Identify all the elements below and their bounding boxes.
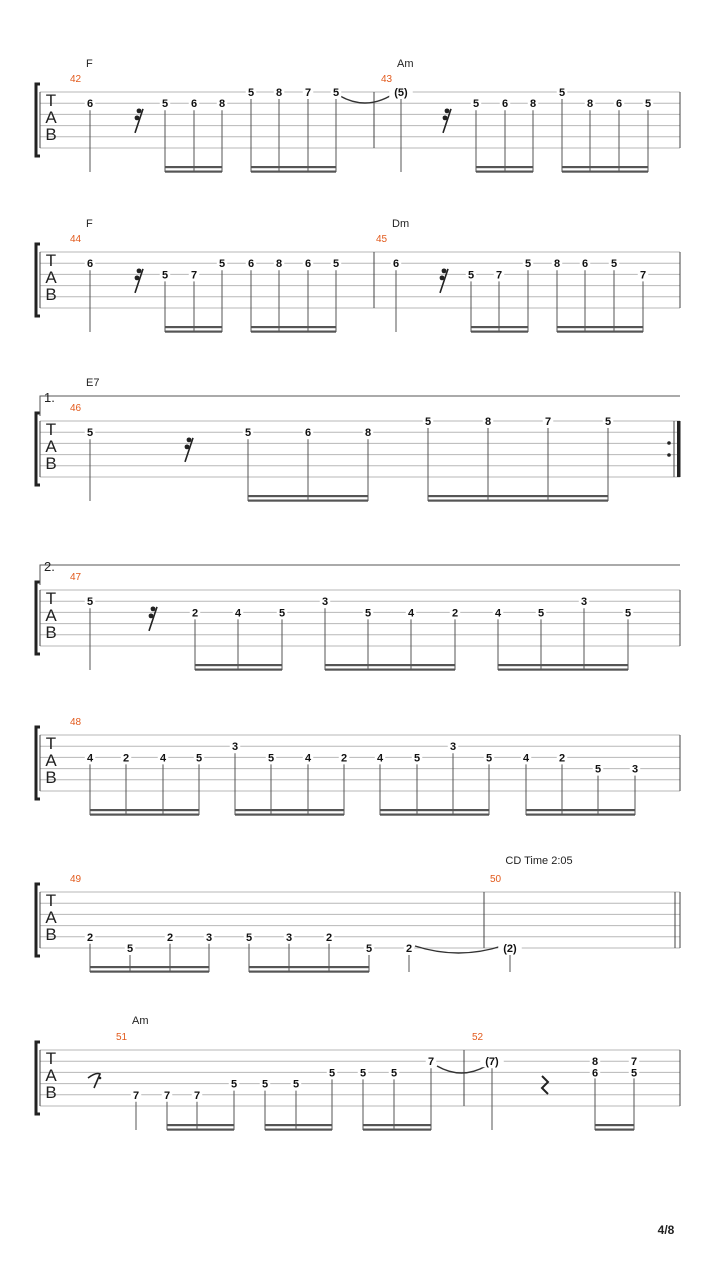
fret-number: 8 [591, 1056, 599, 1069]
cd-time-label: CD Time 2:05 [505, 855, 573, 867]
tab-clef-letter: B [45, 125, 57, 144]
beam [249, 966, 369, 968]
beam [363, 1124, 431, 1126]
fret-number: 8 [586, 98, 594, 111]
fret-number: 5 [558, 87, 566, 99]
system-bracket [36, 84, 40, 156]
fret-number: 4 [407, 607, 415, 620]
beam [90, 809, 199, 811]
measure-number: 46 [70, 403, 82, 414]
repeat-end-barline [677, 421, 681, 477]
fret-number: 2 [340, 752, 348, 765]
fret-number: (7) [485, 1056, 499, 1069]
measure-number: 43 [381, 74, 393, 85]
fret-number: 5 [332, 258, 340, 271]
rest-flag [187, 437, 192, 442]
beam [526, 809, 635, 811]
fret-number: 7 [639, 269, 647, 282]
tab-clef-letter: T [45, 589, 57, 608]
chord-symbol: Am [397, 58, 414, 70]
fret-number: 3 [205, 931, 213, 944]
beam [595, 1129, 634, 1131]
fret-number: 4 [86, 752, 94, 765]
measure-number: 47 [70, 572, 82, 583]
fret-number: 5 [267, 752, 275, 765]
fret-number: 5 [359, 1067, 367, 1080]
fret-number: 5 [247, 87, 255, 99]
tab-clef-letter: B [45, 768, 57, 787]
fret-number: 5 [624, 607, 632, 620]
beam [167, 1124, 234, 1126]
fret-number: 2 [86, 931, 94, 944]
beam [526, 814, 635, 816]
quarter-rest-icon [542, 1076, 548, 1094]
fret-number: 5 [245, 931, 253, 944]
fret-number: 5 [610, 258, 618, 271]
fret-number: 2 [451, 607, 459, 620]
volta-label: 2. [44, 559, 55, 574]
measure-number: 48 [70, 717, 82, 728]
measure-number: 49 [70, 874, 82, 885]
fret-number: 8 [484, 416, 492, 428]
system-bracket [36, 884, 40, 956]
repeat-dot [667, 441, 671, 445]
tab-clef-letter: B [45, 1083, 57, 1102]
fret-number: 7 [427, 1056, 435, 1069]
beam [595, 1124, 634, 1126]
beam [380, 809, 489, 811]
fret-number: 5 [594, 763, 602, 776]
beam [235, 809, 344, 811]
fret-number: 8 [275, 87, 283, 99]
beam [251, 171, 336, 173]
fret-number: 2 [191, 607, 199, 620]
tab-system [36, 1042, 680, 1131]
fret-number: 2 [122, 752, 130, 765]
fret-number: 5 [630, 1067, 638, 1080]
rest-flag [442, 268, 447, 273]
fret-number: 5 [644, 98, 652, 111]
fret-number: 5 [292, 1078, 300, 1091]
tab-clef-letter: A [45, 437, 57, 456]
tab-system [36, 565, 680, 671]
fret-number: 6 [501, 98, 509, 111]
fret-number: 3 [285, 931, 293, 944]
fret-number: 7 [193, 1089, 201, 1102]
fret-number: 5 [485, 752, 493, 765]
beam [90, 971, 209, 973]
measure-number: 44 [70, 234, 82, 245]
chord-symbol: F [86, 218, 93, 230]
fret-number: 7 [163, 1089, 171, 1102]
fret-number: 4 [159, 752, 167, 765]
beam [428, 495, 608, 497]
fret-number: 6 [86, 98, 94, 111]
beam [249, 971, 369, 973]
rest-flag [135, 275, 140, 280]
fret-number: 3 [580, 596, 588, 609]
fret-number: 5 [230, 1078, 238, 1091]
beam [562, 171, 648, 173]
fret-number: 6 [190, 98, 198, 111]
fret-number: 6 [304, 258, 312, 271]
tab-clef-letter: T [45, 91, 57, 110]
fret-number: (5) [394, 87, 408, 99]
volta-label: 1. [44, 390, 55, 405]
chord-symbol: F [86, 58, 93, 70]
tab-system [36, 84, 680, 173]
beam [380, 814, 489, 816]
tie-arc [340, 96, 390, 103]
beam [265, 1129, 332, 1131]
tab-clef-letter: T [45, 891, 57, 910]
beam [325, 664, 455, 666]
system-bracket [36, 582, 40, 654]
fret-number: 5 [161, 269, 169, 282]
fret-number: 5 [328, 1067, 336, 1080]
fret-number: 5 [261, 1078, 269, 1091]
fret-number: 5 [195, 752, 203, 765]
beam [167, 1129, 234, 1131]
rest-flag [135, 115, 140, 120]
fret-number: 7 [495, 269, 503, 282]
rest-flag [185, 444, 190, 449]
eighth-rest-icon [88, 1074, 100, 1089]
fret-number: 6 [247, 258, 255, 271]
fret-number: 5 [86, 427, 94, 440]
tab-clef-letter: A [45, 751, 57, 770]
fret-number: 8 [218, 98, 226, 111]
tab-clef-letter: B [45, 454, 57, 473]
measure-number: 51 [116, 1032, 128, 1043]
tab-clef-letter: T [45, 1049, 57, 1068]
fret-number: 7 [190, 269, 198, 282]
tab-system [36, 396, 681, 502]
fret-number: 8 [364, 427, 372, 440]
fret-number: 3 [321, 596, 329, 609]
rest-flag [149, 613, 154, 618]
fret-number: 6 [304, 427, 312, 440]
fret-number: 5 [86, 596, 94, 609]
rest-flag [137, 268, 142, 273]
volta-bracket [40, 565, 680, 585]
tab-clef-letter: T [45, 420, 57, 439]
beam [251, 166, 336, 168]
tab-clef-letter: A [45, 108, 57, 127]
dot [99, 1077, 102, 1080]
fret-number: (2) [503, 943, 517, 955]
fret-number: 4 [494, 607, 502, 620]
fret-number: 3 [231, 741, 239, 754]
fret-number: 6 [392, 258, 400, 271]
measure-number: 45 [376, 234, 388, 245]
fret-number: 5 [413, 752, 421, 765]
beam [251, 331, 336, 333]
fret-number: 5 [365, 943, 373, 955]
chord-symbol: Am [132, 1015, 149, 1027]
fret-number: 8 [529, 98, 537, 111]
rest-flag [151, 606, 156, 611]
tab-clef-letter: B [45, 623, 57, 642]
fret-number: 5 [524, 258, 532, 271]
fret-number: 5 [161, 98, 169, 111]
fret-number: 5 [390, 1067, 398, 1080]
system-bracket [36, 727, 40, 799]
page-number: 4/8 [657, 1223, 675, 1237]
rest-flag [137, 108, 142, 113]
system-bracket [36, 244, 40, 316]
fret-number: 7 [132, 1089, 140, 1102]
tab-clef-letter: T [45, 251, 57, 270]
fret-number: 5 [424, 416, 432, 428]
measure-number: 52 [472, 1032, 484, 1043]
fret-number: 6 [581, 258, 589, 271]
chord-symbol: E7 [86, 377, 100, 389]
fret-number: 4 [522, 752, 530, 765]
tab-clef-letter: B [45, 285, 57, 304]
beam [498, 664, 628, 666]
beam [557, 326, 643, 328]
rest-flag [445, 108, 450, 113]
fret-number: 5 [278, 607, 286, 620]
beam [557, 331, 643, 333]
system-bracket [36, 1042, 40, 1114]
tab-clef-letter: A [45, 1066, 57, 1085]
beam [90, 814, 199, 816]
fret-number: 4 [304, 752, 312, 765]
rest-flag [443, 115, 448, 120]
fret-number: 2 [166, 931, 174, 944]
fret-number: 5 [126, 943, 134, 955]
beam [363, 1129, 431, 1131]
measure-number: 50 [490, 874, 502, 885]
chord-symbol: Dm [392, 218, 410, 230]
tab-clef-letter: B [45, 925, 57, 944]
beam [428, 500, 608, 502]
fret-number: 2 [325, 931, 333, 944]
fret-number: 6 [591, 1067, 599, 1080]
fret-number: 5 [364, 607, 372, 620]
beam [498, 669, 628, 671]
tab-clef-letter: A [45, 268, 57, 287]
fret-number: 4 [234, 607, 242, 620]
fret-number: 8 [553, 258, 561, 271]
fret-number: 7 [630, 1056, 638, 1069]
measure-number: 42 [70, 74, 82, 85]
tab-clef-letter: A [45, 908, 57, 927]
volta-bracket [40, 396, 680, 416]
fret-number: 5 [537, 607, 545, 620]
system-bracket [36, 413, 40, 485]
repeat-dot [667, 453, 671, 457]
tab-system [36, 884, 680, 973]
tab-clef-letter: A [45, 606, 57, 625]
fret-number: 2 [558, 752, 566, 765]
fret-number: 5 [604, 416, 612, 428]
rest-flag [440, 275, 445, 280]
fret-number: 5 [332, 87, 340, 99]
beam [325, 669, 455, 671]
beam [235, 814, 344, 816]
fret-number: 5 [467, 269, 475, 282]
fret-number: 3 [631, 763, 639, 776]
fret-number: 6 [615, 98, 623, 111]
fret-number: 3 [449, 741, 457, 754]
tie-arc [415, 946, 502, 953]
fret-number: 7 [304, 87, 312, 99]
fret-number: 5 [218, 258, 226, 271]
beam [562, 166, 648, 168]
fret-number: 5 [244, 427, 252, 440]
beam [90, 966, 209, 968]
tab-clef-letter: T [45, 734, 57, 753]
beam [251, 326, 336, 328]
tab-system [36, 727, 680, 816]
fret-number: 6 [86, 258, 94, 271]
fret-number: 2 [405, 943, 413, 955]
fret-number: 8 [275, 258, 283, 271]
fret-number: 5 [472, 98, 480, 111]
fret-number: 4 [376, 752, 384, 765]
fret-number: 7 [544, 416, 552, 428]
beam [265, 1124, 332, 1126]
